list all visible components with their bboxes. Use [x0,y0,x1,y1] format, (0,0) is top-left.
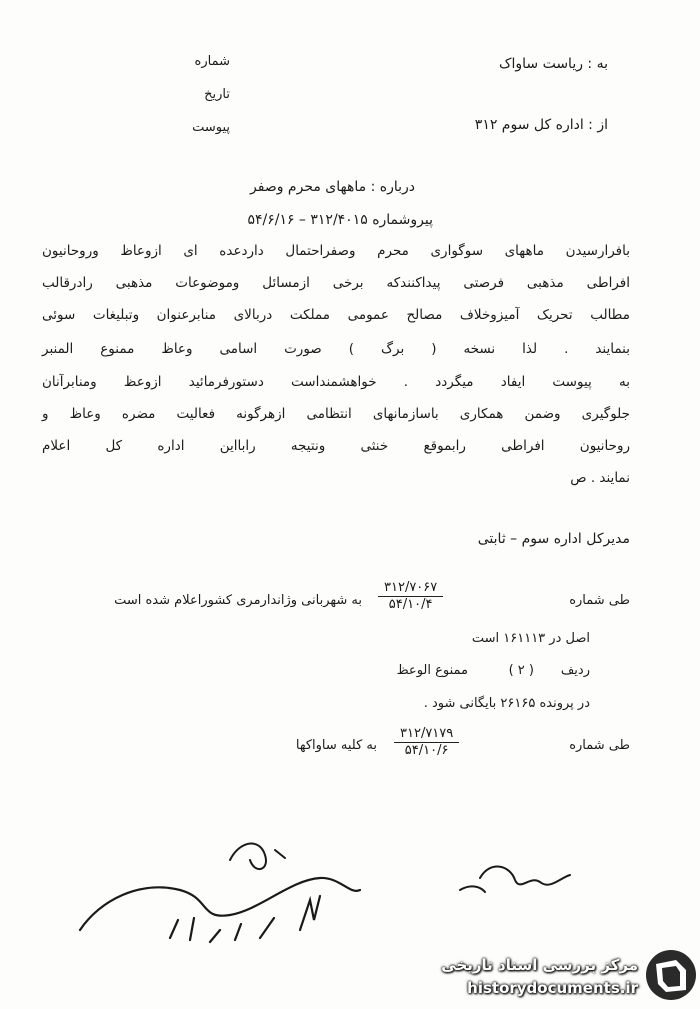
note1-denominator: ۵۴/۱۰/۴ [388,597,433,612]
body-line: مطالب تحریک آمیزوخلاف مصالح عمومی مملکت دربالای منابرعنوان وتبلیغات سوئی [42,307,630,323]
watermark-title: مرکز بررسی اسناد تاریخی [441,956,638,974]
note3-value: ( ۲ ) [508,663,534,678]
number-label: شماره [194,54,230,69]
reference-line: پیروشماره ۳۱۲/۴۰۱۵ – ۵۴/۶/۱۶ [247,212,433,228]
sender-line: از : اداره کل سوم ۳۱۲ [474,117,608,133]
body-line: به پیوست ایفاد میگردد . خواهشمنداست دستورفرمائید ازوعظ ومنابرآنان [42,374,630,390]
subject-line: درباره : ماههای محرم وصفر [250,179,415,195]
note1-prefix: طی شماره [569,593,630,608]
body-line: نمایند . ص [570,470,630,486]
note5-prefix: طی شماره [569,738,630,753]
date-label: تاریخ [204,87,230,102]
addressee-line: به : ریاست ساواک [498,56,608,72]
note1-fraction [378,580,443,613]
signature-line: مدیرکل اداره سوم – ثابتی [477,531,630,547]
body-line: بافرارسیدن ماههای سوگواری محرم وصفراحتمال داردعده ای ازوعاظ وروحانیون [42,243,630,259]
note5-suffix: به کلیه ساواکها [295,738,377,753]
note3-prefix: ردیف [560,663,590,678]
note5-denominator: ۵۴/۱۰/۶ [404,743,449,758]
watermark-logo [400,948,700,1006]
note2: اصل در ۱۶۱۱۱۳ است [471,631,590,646]
note1-suffix: به شهربانی وژاندارمری کشوراعلام شده است [114,593,362,608]
note4: در پرونده ۲۶۱۶۵ بایگانی شود . [423,696,590,711]
body-line: روحانیون افراطی رابموقع خنثی ونتیجه رابااین اداره کل اعلام [42,438,630,454]
note3-suffix: ممنوع الوعظ [396,663,468,678]
handwritten-signature [60,820,620,960]
note1-numerator: ۳۱۲/۷۰۶۷ [378,580,443,597]
body-line: جلوگیری وضمن همکاری باسازمانهای انتظامی ازهرگونه فعالیت مضره وعاظ و [42,406,630,422]
watermark-url: historydocuments.ir [467,979,638,997]
attachment-label: پیوست [192,120,230,135]
body-line: بنمایند . لذا نسخه ( برگ ) صورت اسامی وعاظ ممنوع المنبر [42,341,630,357]
body-line: افراطی مذهبی فرصتی پیداکنندکه برخی ازمسائل وموضوعات مذهبی رادرقالب [42,275,630,291]
note5-fraction [394,726,459,759]
note5-numerator: ۳۱۲/۷۱۷۹ [394,726,459,743]
archive-logo-icon [646,950,696,1000]
